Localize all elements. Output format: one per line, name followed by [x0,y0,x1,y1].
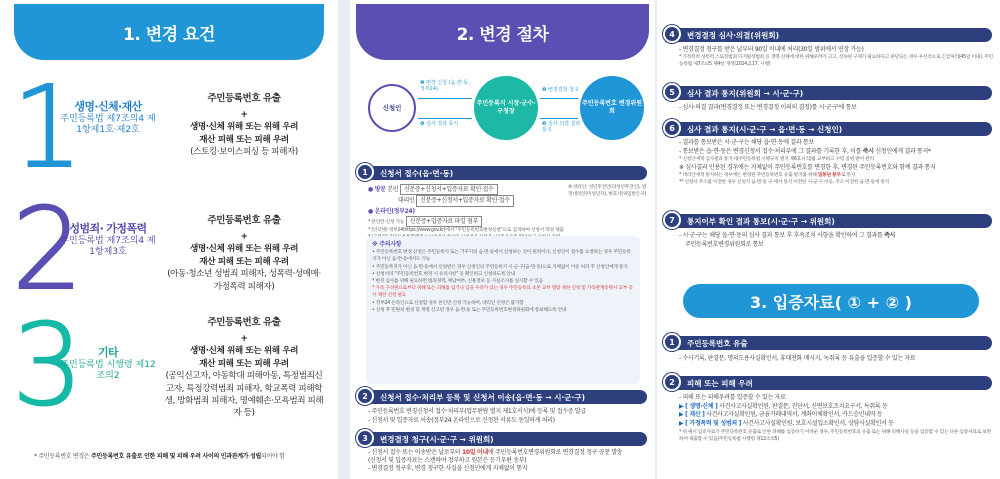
flow-label-3: ❸ 심사·의결 결과 통지 [542,121,581,133]
req-name: 성범죄· 가정폭력 [69,222,147,235]
requirement-1: 1 생명·신체·재산 주민등록법 제7조의4 제1항제1호·제2호 주민등록번호 유출 + 생명·신체 위해 또는 위해 우려 재산 피해 또는 피해 우려 (스토킹·보이스피싱 등 피해자) [14,78,324,196]
flow-label-4: ❹ 심사 결과 통지 [420,121,459,127]
arrow-result [540,118,578,119]
step6-header: 6 심사 결과 통지(시·군·구 → 읍·면·동 → 신청인) [665,122,992,136]
arrow-notify [418,118,472,119]
requirement-3: 3 기타 주민등록법 시행령 제12조의2 주민등록번호 유출 + 생명·신체 위해 또는 위해 우려 재산 피해 또는 피해 우려 (공익신고자, 아동학대 피해아동, 특정범죄신고자, 특정강력범죄 피해자, 학교폭력 피해학생, 방화범죄 피해자, 명예훼손·모욕범죄 피해자 등) [12,301,324,431]
procedure-column: 2. 변경 절차 신청인 주민등록지 시장·군수·구청장 주민등록번호 변경위원회 ❶ 변경 신청 (읍·면·동, 정부24) ❷ 변경결정 청구 ❹ 심사 결과 통지 ❸ 심사·의결 결과 통지 1 신청서 접수(읍·면·동) ● 방문 본인 신분증+신청서+입증자료 확인·접수 대리인 신분증+신청서+입증자료 확인·접수 ※ 대리인: 성년후견인(피성년후견인), 법정대리인(미성년자), 변호사(위임받은자) ● 온라인(정부24) * 본인만 신청 가능 신분증+입증자료 파일 첨부 * (인터넷) 정부24(https://www.gov.kr)에서 "주민등록번호변경신청"으로 검색하여 신청서 작성 제출 ※ 주의사항 • 주민등록번호 변경 신청은 주민등록지 또는 거주지의 읍·면·동에서 신청하는 것이 원칙이나, 신청인이 접수를 요청하는 경우 주민등록지가 아닌 읍·면·동에서도 가능 • 주민등록지가 아닌 읍·면·동에서 신청받은 경우 신청인의 주민등록지 시·군·구(읍·면·동)으로 지체없이 이송 처리 후 신청인에게 통지 • 신청서의 "주민등록번호 변경 시 유의사항" 등 확인하고 신청하도록 안내 * 변경 심사를 위해 필요하면 범죄경력, 체납여부, 신용정보 등 사실조사를 실시할 수 있음 * 가족 구성원으로부터 위해 또는 피해를 입거나 입을 우려가 있는 경우 주민등록표 초본 교부 열람 제한 신청 및 가족관계증명서 교부 공시 제한 신청 필요 • 정부24 온라인으로 신청할 경우 본인만 신청 가능하며, 대리인 신청은 불가함 • 신청 후 민원처 변경 및 개명 신고된 경우 읍·면·동 또는 주민등록번호변경위원회에 통보해도록 안내 2 신청서 접수·처리부 등록 및 신청서 이송(읍·면·동 → 시·군·구) - 주민등록번호 변경신청서 접수·처리부(업무편람 별지 제1호서식)에 등록 및 접수증 발급 - 신청서 및 입증자료 이송(정부24 온라인으로 신청된 서류도 동일하게 처리) 3 변경결정 청구(시·군·구 → 위원회) - 신청서 접수 또는 이송받은 날로부터 10일 이내에 주민등록번호변경위원회로 변경결정 청구 공문 발송 (신청서 및 입증자료는 스캔하여 청부하고 원본은 등기우편 송부) - 변경결정 청구후, 변경 청구한 사실을 신청인에게 지체없이 통지 [350,0,655,479]
number-1: 1 [12,63,84,193]
req-head: 주민등록번호 유출 [207,317,281,328]
requirements-header: 1. 변경 요건 [14,4,324,60]
step2-header: 2 신청서 접수·처리부 등록 및 신청서 이송(읍·면·동 → 시·군·구) [358,390,647,404]
requirement-2: 2 성범죄· 가정폭력 주민등록법 제7조의4 제1항제3호 주민등록번호 유출 + 생명·신체 위해 또는 위해 우려 재산 피해 또는 피해 우려 (아동·청소년 성범죄 피해자, 성폭력·성매매·가정폭력 피해자) [14,200,324,318]
arrow-claim [540,98,578,99]
step7-header: 7 통지이부 확인 결과 통보(시·군·구 → 위원회) [665,214,992,228]
applicant-node: 신청인 [368,84,416,132]
req-law: 주민등록법 시행령 제12조의2 [60,359,156,381]
requirements-footnote: * 주민등록번호 변경은 주민등록번호 유출로 인한 피해 및 피해 우려 사이의 인과관계가 성립되어야 함 [34,453,285,460]
req-head: 주민등록번호 유출 [207,93,281,104]
req-example: (아동·청소년 성범죄 피해자, 성폭력·성매매·가정폭력 피해자) [167,269,321,292]
requirements-column [0,0,338,479]
number-3: 3 [12,301,84,431]
req-name: 기타 [97,346,119,359]
procedure-flow [356,72,649,152]
evidence2-header: 2 피해 또는 피해 우려 [665,376,992,390]
req-example: (스토킹·보이스피싱 등 피해자) [190,147,298,158]
step1-body: ● 방문 본인 신분증+신청서+입증자료 확인·접수 대리인 신분증+신청서+입증자료 확인·접수 ※ 대리인: 성년후견인(피성년후견인), 법정대리인(미성년자), 변호사(위임받은자) ● 온라인(정부24) * 본인만 신청 가능 신분증+입증자료 파일 첨부 * (인터넷) 정부24(https://www.gov.kr)에서 "주민등록번호변경신청"으로 검색하여 신청서 작성 제출 [368,185,647,234]
evidence1-header: 1 주민등록번호 유출 [665,336,992,350]
caution-box: ※ 주의사항 • 주민등록번호 변경 신청은 주민등록지 또는 거주지의 읍·면·동에서 신청하는 것이 원칙이나, 신청인이 접수를 요청하는 경우 주민등록지가 아닌 읍·면·동에서도 가능 • 주민등록지가 아닌 읍·면·동에서 신청받은 경우 신청인의 주민등록지 시·군·구(읍·면·동)으로 지체없이 이송 처리 후 신청인에게 통지 • 신청서의 "주민등록번호 변경 시 유의사항" 등 확인하고 신청하도록 안내 * 변경 심사를 위해 필요하면 범죄경력, 체납여부, 신용정보 등 사실조사를 실시할 수 있음 * 가족 구성원으로부터 위해 또는 피해를 입거나 입을 우려가 있는 경우 주민등록표 초본 교부 열람 제한 신청 및 가족관계증명서 교부 공시 제한 신청 필요 • 정부24 온라인으로 신청할 경우 본인만 신청 가능하며, 대리인 신청은 불가함 • 신청 후 민원처 변경 및 개명 신고된 경우 읍·면·동 또는 주민등록번호변경위원회에 통보해도록 안내 [366,236,640,384]
procedure-header: 2. 변경 절차 [356,4,649,60]
flow-label-2: ❷ 변경결정 청구 [542,87,579,93]
step4-header: 4 변경결정 심사·의결(위원회) [665,28,992,42]
req-head: 주민등록번호 유출 [207,215,281,226]
req-name: 생명·신체·재산 [74,100,142,113]
arrow-apply [418,98,472,99]
step5-header: 5 심사 결과 통지(위원회 → 시·군·구) [665,86,992,100]
req-law: 주민등록법 제7조의4 제1항제3호 [60,235,156,257]
office-node: 주민등록지 시장·군수·구청장 [474,76,538,140]
committee-node: 주민등록번호 변경위원회 [580,76,644,140]
number-2: 2 [12,185,84,315]
step3-header: 3 변경결정 청구(시·군·구 → 위원회) [358,432,647,446]
flow-label-1: ❶ 변경 신청 (읍·면·동, 정부24) [420,80,470,92]
req-law: 주민등록법 제7조의4 제1항제1호·제2호 [60,113,156,135]
evidence-header: 3. 입증자료( ① + ② ) [683,284,979,318]
step1-header: 1 신청서 접수(읍·면·동) [358,166,647,180]
req-example: (공익신고자, 아동학대 피해아동, 특정범죄신고자, 특정강력범죄 피해자, 학교폭력 피해학생, 방화범죄 피해자, 명예훼손·모욕범죄 피해자 등) [164,371,324,419]
evidence-column: 4 변경결정 심사·의결(위원회) - 변경결정 청구를 받은 날부터 90일 이내에 처리(30일 범위에서 연장 가능) * 가정폭력 성폭력 스토킹범죄 디지털성범죄 등 생명·신체에 대한 위해우려가 크고, 신속한 구제가 필요하다고 판단되는 경우 우선적으로 긴급처리(45일 이내). 주민등록법 제7조의5 제4항 개정(2024.2.17. 시행) 5 심사 결과 통지(위원회 → 시·군·구) - 심사·의결 결과(변경결정 또는 변경결정 이의의 결정)를 시·군·구에 통보 6 심사 결과 통지(시·군·구 → 읍·면·동 → 신청인) - 결과를 통보받은 시·군·구는 해당 읍·면·동에 결과 통보 - 통보받은 읍·면·동은 변경신청서 접수·처리부에 그 결과를 기록한 후, 이를 즉시 신청인에게 결과 통지* * 신청인에게 심사결과 통지서(주민등록법 시행규칙 별지 제6호서식)를 교부하고 수령 증빙 받아 관리 ※ 심사결과 인용된 경우에는 지체없이 주민등록번호를 변경한 후, 변경된 주민등록번호와 함께 결과 통지 * 대리인에게 통지하는 경우에는 변경된 주민등록번호 유출 방지를 위해 밀봉된 봉투로 통지 ** 신청서 주소를 이전한 경우 신청지 읍·면·동 구 에서 통지 이전된 시·군·구 이동, 주소 이전된 읍·면·동에 통지 7 통지이부 확인 결과 통보(시·군·구 → 위원회) - 시·군·구는 해당 읍·면·동의 심사 결과 통보 후 후속조치 사항을 확인하여 그 결과를 즉시 주민등록번호변경위원회로 통보 3. 입증자료( ① + ② ) 1 주민등록번호 유출 - 수사기록, 판결문, 명의도용사실확인서, 휴대전화 메시지, 녹취록 등 유출을 입증할 수 있는 자료 2 피해 또는 피해 우려 - 피해 또는 피해우려를 입증할 수 있는 자료 ▶ [ 생명·신체 ] 사건사고사실확인원, 판결문, 진단서, 신변보호조치요구서, 녹취록 등 ▶ [ 재산 ] 사건사고사실확인원, 금융거래내역서, 계좌이체확인서, 카드승인내역 등 ▶ [ 가정폭력 및 성범죄 ] 사건사고사실확인원, 보호시설입소확인서, 상담사실확인서 등 * 위 예시 입증자료가 주민등록번호 유출로 인한 피해를 입증하기 어려운 경우, 주민등록번호의 유출 또는 위해·피해사실 등을 입증할 수 있는 다른 입증자료로 보완하여 제출할 수 있음(주민등록법 시행령 제12조의5) [657,0,1000,479]
